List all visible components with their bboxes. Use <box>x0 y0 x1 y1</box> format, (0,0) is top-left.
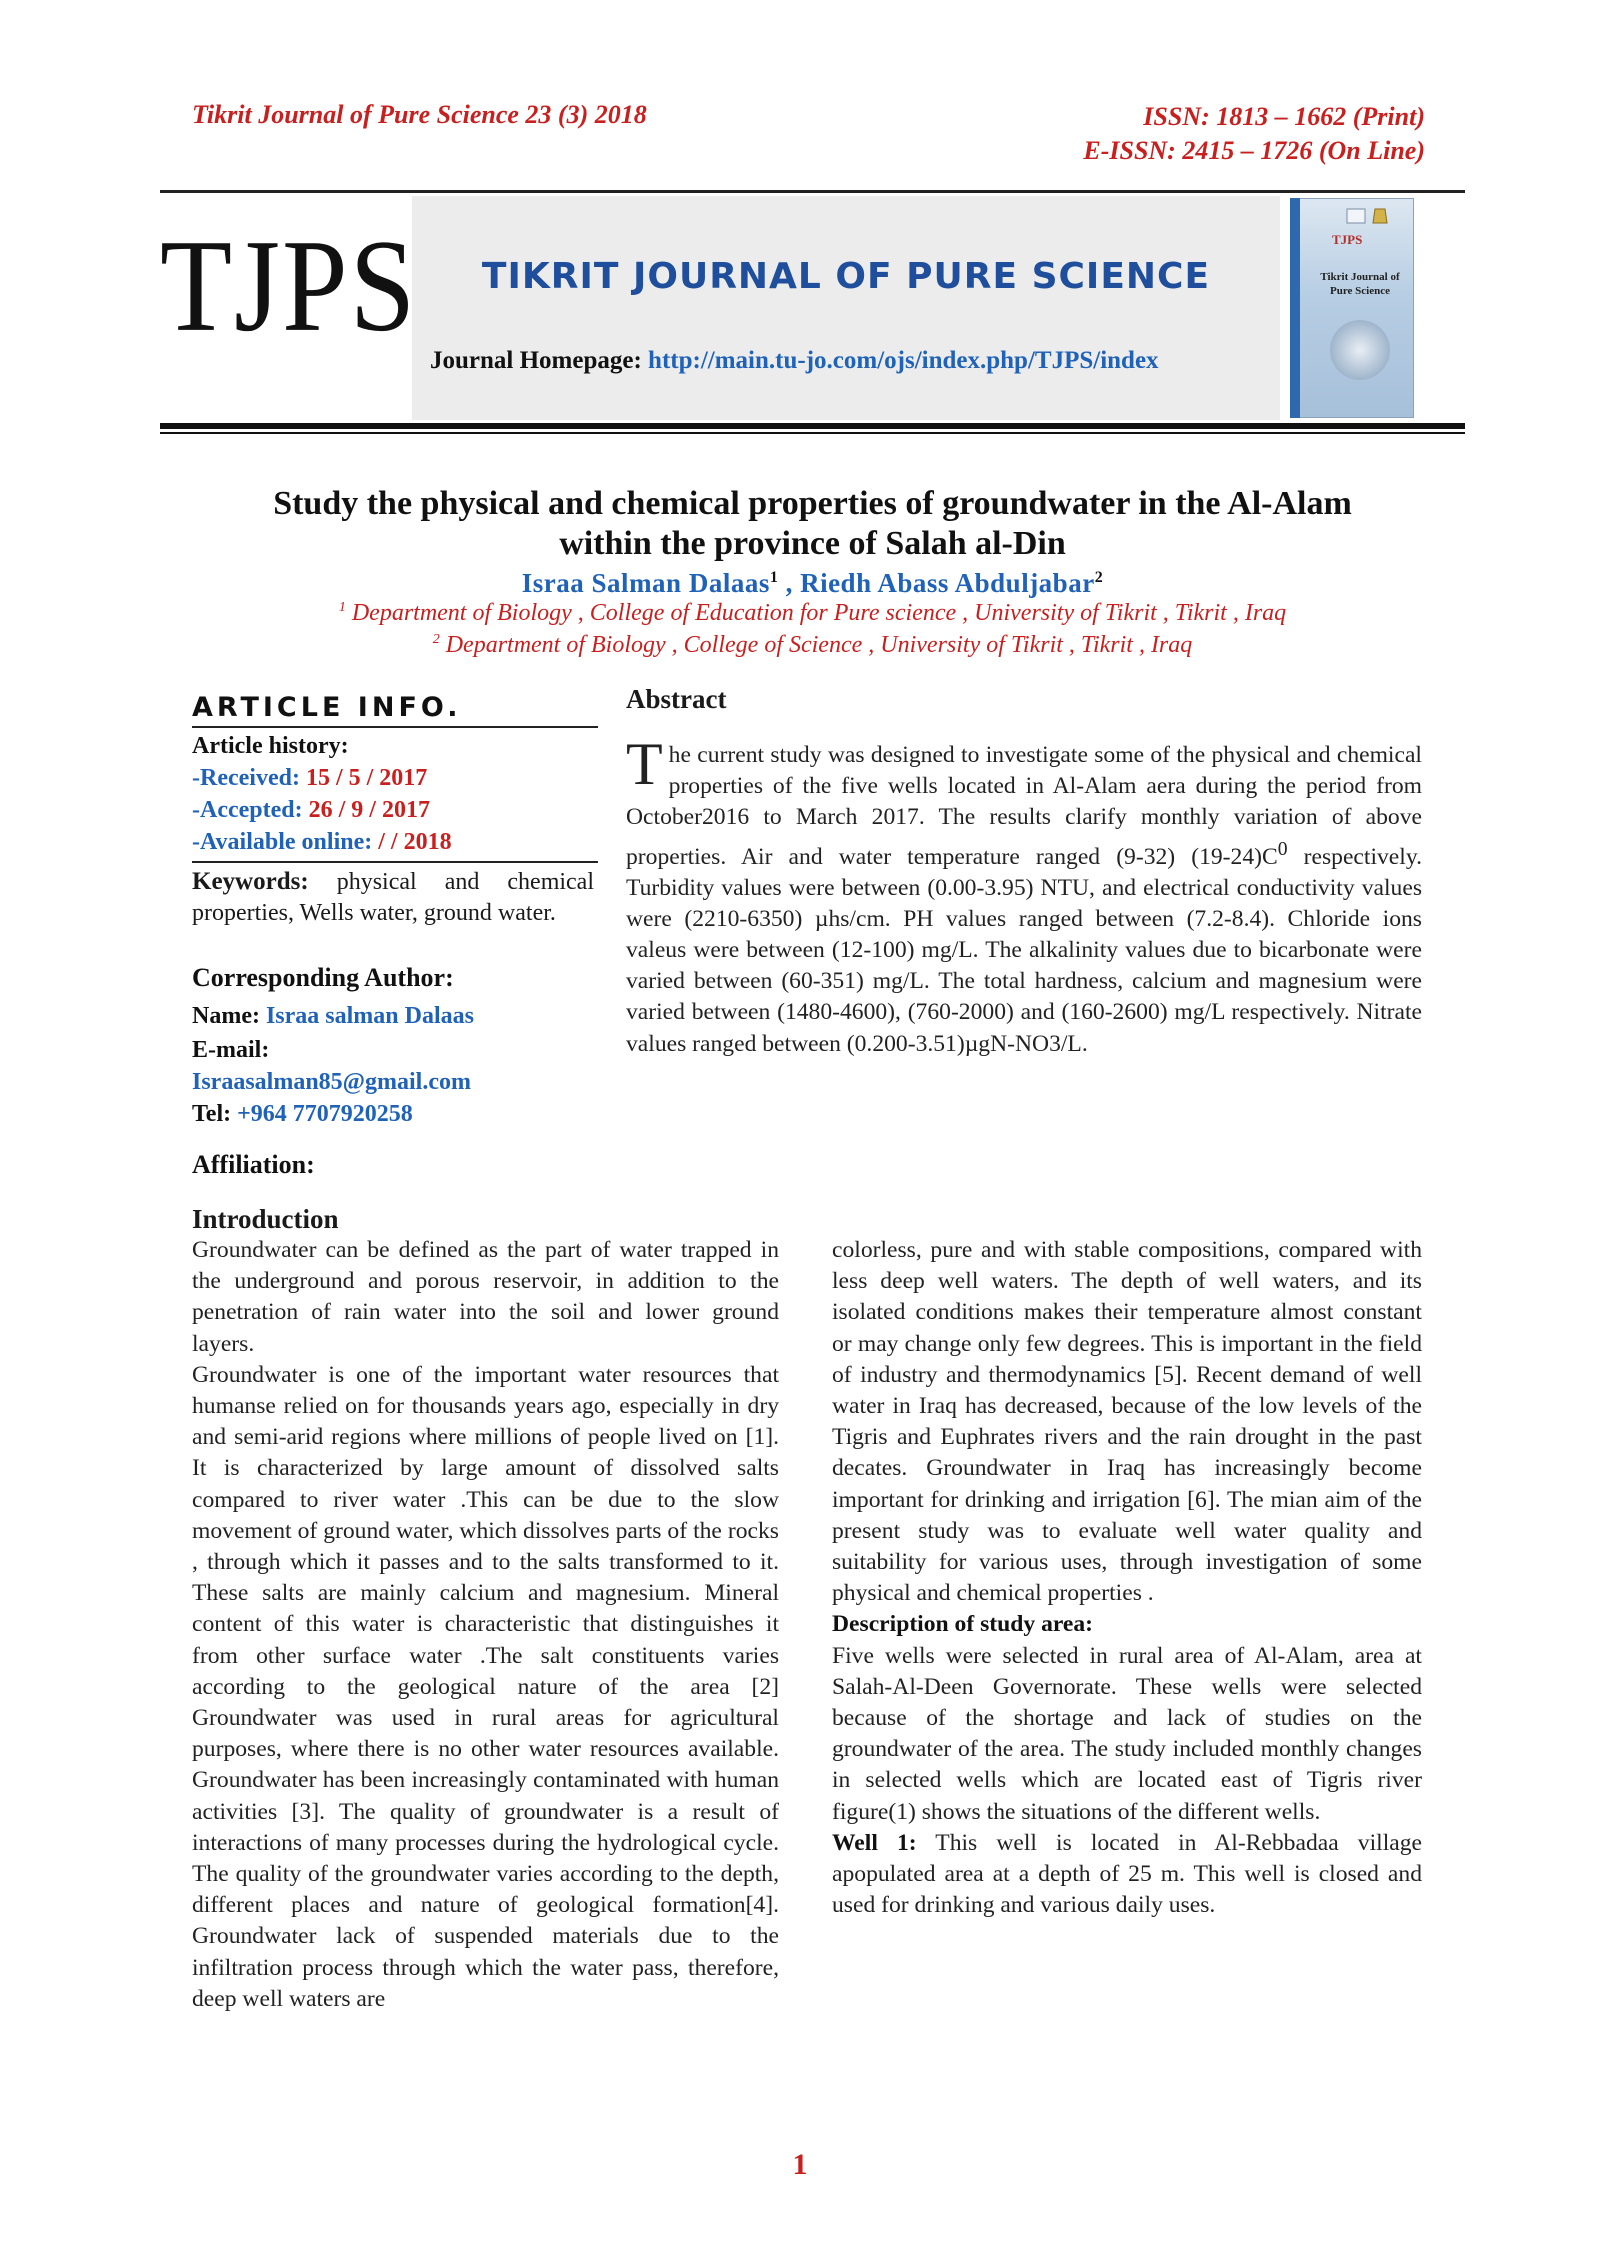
author-list <box>160 568 1465 599</box>
abstract-heading: Abstract <box>626 684 727 714</box>
email-label: E-mail: <box>192 1037 270 1063</box>
author-separator: , <box>778 568 801 598</box>
affiliation-2-text: Department of Biology , College of Science , University of Tikrit , Tikrit , Iraq <box>439 632 1193 658</box>
accepted-label: -Accepted: <box>192 797 303 823</box>
affiliation-1-sup: 1 <box>338 600 346 615</box>
abstract-text-sup: 0 <box>1277 837 1288 860</box>
keywords-value: physical and chemical properties, Wells water, ground water. <box>192 869 594 926</box>
intro-paragraph-3: colorless, pure and with stable compositions, compared with less deep well waters. The depth of well waters, and its isolated conditions makes their temperature almost constant or may change only few degrees. This is important in the field of industry and thermodynamics [5]. Recent demand of well water in Iraq has decreased, because of the low levels of the Tigris and Euphrates rivers and the rain drought in the past decates. Groundwater in Iraq has increasingly become important for drinking and irrigation [6]. The mian aim of the present study was to evaluate well water quality and suitability for various uses, through investigation of some physical and chemical properties . <box>832 1237 1422 1607</box>
left-column <box>192 1235 779 2015</box>
journal-issue: Tikrit Journal of Pure Science 23 (3) 2018 <box>192 100 647 129</box>
tel-label: Tel: <box>192 1101 232 1127</box>
affiliation-label: Affiliation: <box>192 1150 315 1179</box>
keywords <box>192 866 594 929</box>
cover-seal-icon <box>1330 320 1390 380</box>
right-column <box>832 1235 1422 1921</box>
abstract-dropcap: T <box>626 731 663 797</box>
tel-value: +964 7707920258 <box>237 1101 413 1127</box>
paper-title <box>160 484 1465 564</box>
received-label: -Received: <box>192 765 300 791</box>
online-label: -Available online: <box>192 829 373 855</box>
cover-emblem-icon <box>1345 205 1391 227</box>
cover-logo: TJPS <box>1332 232 1363 247</box>
tjps-logo: TJPS <box>160 212 418 359</box>
email-link[interactable]: Israasalman85@gmail.com <box>192 1069 471 1095</box>
masthead-bottom-rule-thin <box>160 432 1465 434</box>
author-2: Riedh Abass Abduljabar <box>800 568 1095 598</box>
introduction-heading: Introduction <box>192 1204 339 1234</box>
author-1: Israa Salman Dalaas <box>521 568 770 598</box>
name-value: Israa salman Dalaas <box>265 1003 474 1029</box>
issn-online: E-ISSN: 2415 – 1726 (On Line) <box>1083 136 1425 165</box>
abstract-text-part1: he current study was designed to investigate some of the physical and chemical properties of the five wells located in Al-Alam aera during the period from October2016 to March 2017. The results clarify monthly variation of above properties. Air and water temperature ranged (9-32) (19-24)C <box>626 742 1422 870</box>
online-value: / / 2018 <box>378 829 452 855</box>
masthead-top-rule <box>160 190 1465 193</box>
received-line <box>192 765 427 792</box>
author-2-sup: 2 <box>1094 569 1104 586</box>
paper-title-line1: Study the physical and chemical properties of groundwater in the Al-Alam <box>273 485 1352 522</box>
homepage-label: Journal Homepage: <box>430 347 642 374</box>
online-line <box>192 829 452 856</box>
journal-cover-image <box>1290 198 1414 418</box>
abstract-text-part2: respectively. Turbidity values were between (0.00-3.95) NTU, and electrical conductivity values were (2210-6350) µhs/cm. PH values ranged between (7.2-8.4). Chloride ions valeus were between (12-100) mg/L. The alkalinity values due to bicarbonate were varied between (60-351) mg/L. The total hardness, calcium and magnesium were varied between (1480-4600), (760-2000) and (160-2600) mg/L respectively. Nitrate values ranged between (0.200-3.51)µgN-NO3/L. <box>626 843 1422 1057</box>
study-area-heading: Description of study area: <box>832 1611 1094 1638</box>
accepted-line <box>192 797 430 824</box>
study-area-text: Five wells were selected in rural area of Al-Alam, area at Salah-Al-Deen Governorate. These wells were selected because of the shortage and lack of studies on the groundwater of the area. The study included monthly changes in selected wells which are located east of Tigris river figure(1) shows the situations of the different wells. <box>832 1642 1422 1825</box>
name-label: Name: <box>192 1003 260 1029</box>
affiliation-2 <box>160 632 1465 659</box>
affiliation-2-sup: 2 <box>432 632 440 647</box>
article-info-heading: ARTICLE INFO. <box>192 692 462 723</box>
well-1-text: This well is located in Al-Rebbadaa village apopulated area at a depth of 25 m. This well is closed and used for drinking and various daily uses. <box>832 1829 1422 1919</box>
issn-block <box>1083 100 1425 168</box>
abstract-body <box>626 731 1422 1060</box>
paper-title-line2: within the province of Salah al-Din <box>559 525 1066 562</box>
received-value: 15 / 5 / 2017 <box>305 765 428 791</box>
accepted-value: 26 / 9 / 2017 <box>308 797 430 823</box>
affiliation-1 <box>160 600 1465 627</box>
article-info-rule-top <box>192 726 598 728</box>
homepage-link[interactable]: http://main.tu-jo.com/ojs/index.php/TJPS/index <box>648 347 1159 374</box>
article-info-rule-bottom <box>192 861 598 863</box>
keywords-label: Keywords: <box>192 868 309 895</box>
well-1-paragraph <box>832 1828 1422 1922</box>
tel-line <box>192 1101 413 1128</box>
cover-title: Tikrit Journal of Pure Science <box>1320 271 1400 297</box>
author-1-sup: 1 <box>769 569 779 586</box>
issn-print: ISSN: 1813 – 1662 (Print) <box>1143 102 1425 131</box>
masthead-bottom-rule <box>160 423 1465 429</box>
journal-name: TIKRIT JOURNAL OF PURE SCIENCE <box>481 256 1211 297</box>
article-history-label: Article history: <box>192 733 349 759</box>
cover-stripe <box>1290 198 1300 418</box>
journal-homepage <box>430 347 1159 375</box>
intro-paragraph-2: Groundwater is one of the important water resources that humanse relied on for thousands years ago, especially in dry and semi-arid regions where millions of people lived on [1]. It is characterized by large amount of dissolved salts compared to river water .This can be due to the slow movement of ground water, which dissolves parts of the rocks , through which it passes and to the salts transformed to it. These salts are mainly calcium and magnesium. Mineral content of this water is characteristic that distinguishes it from other surface water .The salt constituents varies according to the geological nature of the area [2] Groundwater was used in rural areas for agricultural purposes, where there is no other water resources available. Groundwater has been increasingly contaminated with human activities [3]. The quality of groundwater is a result of interactions of many processes during the hydrological cycle. The quality of the groundwater varies according to the depth, different places and nature of geological formation[4]. Groundwater lack of suspended materials due to the infiltration process through which the water pass, therefore, deep well waters are <box>192 1361 779 2012</box>
page-number: 1 <box>792 2148 808 2181</box>
corresponding-author-label: Corresponding Author: <box>192 963 454 992</box>
masthead-banner <box>412 196 1280 420</box>
author-name-line <box>192 1003 474 1030</box>
intro-paragraph-1: Groundwater can be defined as the part of water trapped in the underground and porous reservoir, in addition to the penetration of rain water into the soil and lower ground layers. <box>192 1237 779 1357</box>
well-1-label: Well 1: <box>832 1829 917 1856</box>
affiliation-1-text: Department of Biology , College of Education for Pure science , University of Tikrit , Tikrit , Iraq <box>345 600 1287 626</box>
